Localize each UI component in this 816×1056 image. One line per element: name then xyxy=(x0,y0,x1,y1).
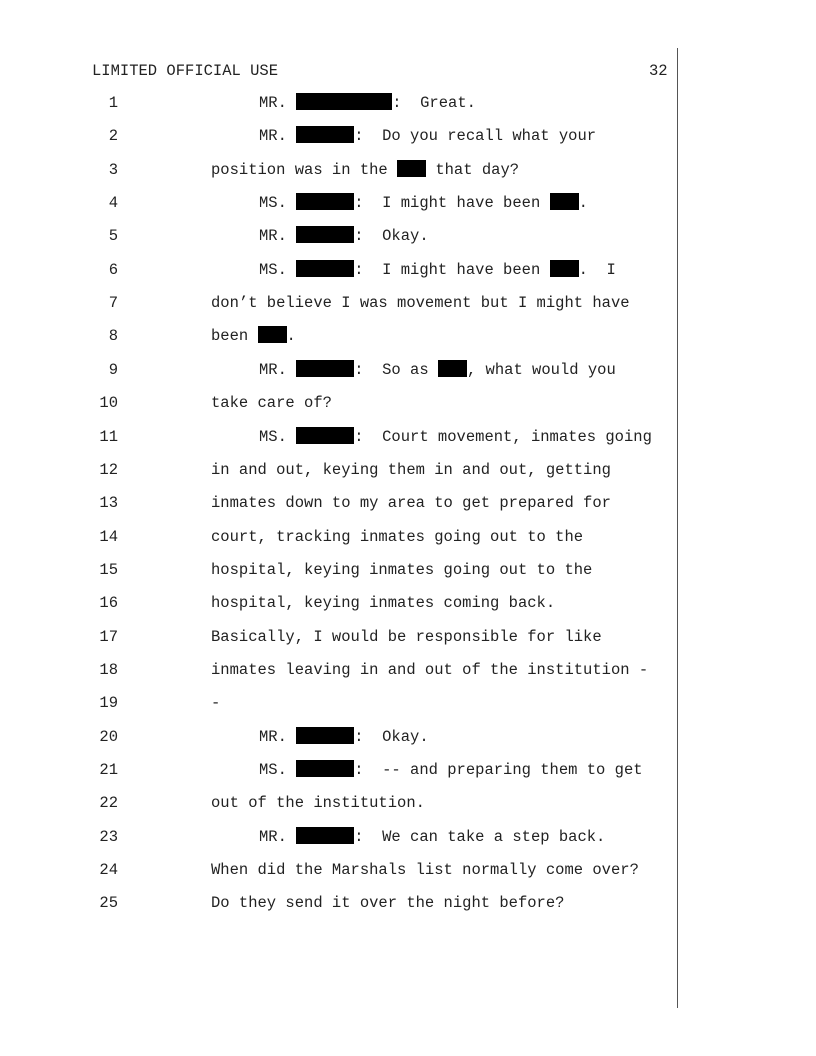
line-text xyxy=(211,693,220,713)
text-segment: : Okay. xyxy=(354,227,429,246)
transcript-line xyxy=(0,160,816,193)
text-segment: : Okay. xyxy=(354,727,429,746)
text-segment: : Court movement, inmates going xyxy=(354,427,652,446)
text-segment: MR. xyxy=(259,727,297,746)
transcript-line xyxy=(0,427,816,460)
line-text xyxy=(211,393,332,413)
transcript-line xyxy=(0,93,816,126)
transcript-line xyxy=(0,860,816,893)
line-number: 2 xyxy=(108,127,118,146)
redaction-box xyxy=(296,827,354,844)
line-text xyxy=(211,893,564,913)
text-segment: . I xyxy=(578,260,616,279)
redaction-box xyxy=(296,760,354,777)
line-text xyxy=(211,527,583,547)
text-segment: out of the institution. xyxy=(211,794,425,813)
text-segment: MR. xyxy=(259,94,297,112)
text-segment: MS. xyxy=(259,260,297,279)
text-segment: inmates down to my area to get prepared for xyxy=(211,494,611,513)
redaction-box xyxy=(397,160,426,177)
text-segment: When did the Marshals list normally come over? xyxy=(211,861,639,880)
text-segment: MR. xyxy=(259,827,297,846)
line-number: 1 xyxy=(108,94,118,112)
redaction-box xyxy=(550,193,579,210)
transcript-line xyxy=(0,893,816,926)
line-number: 4 xyxy=(108,194,118,213)
line-number: 13 xyxy=(99,494,118,513)
transcript-line xyxy=(0,827,816,860)
line-text xyxy=(259,260,616,280)
text-segment: MS. xyxy=(259,427,297,446)
text-segment: . xyxy=(578,194,588,213)
transcript-line xyxy=(0,126,816,159)
text-segment: that day? xyxy=(426,160,520,179)
text-segment: hospital, keying inmates going out to the xyxy=(211,560,593,579)
text-segment: - xyxy=(211,694,221,713)
line-number: 5 xyxy=(108,227,118,246)
redaction-box xyxy=(296,126,354,143)
line-number: 14 xyxy=(99,527,118,546)
text-segment: position was in the xyxy=(211,160,398,179)
line-text xyxy=(259,193,588,213)
line-text xyxy=(259,226,429,246)
transcript-line xyxy=(0,760,816,793)
line-text xyxy=(211,593,555,613)
transcript-line xyxy=(0,293,816,326)
line-text xyxy=(259,427,652,447)
text-segment: MR. xyxy=(259,360,297,379)
transcript-line xyxy=(0,360,816,393)
transcript-line xyxy=(0,326,816,359)
line-number: 10 xyxy=(99,394,118,413)
text-segment: : Do you recall what your xyxy=(354,127,597,146)
transcript-line xyxy=(0,793,816,826)
redaction-box xyxy=(296,260,354,277)
line-number: 12 xyxy=(99,460,118,479)
text-segment: in and out, keying them in and out, getting xyxy=(211,460,611,479)
text-segment: , what would you xyxy=(466,360,616,379)
line-number: 3 xyxy=(108,160,118,179)
line-text xyxy=(259,93,476,113)
transcript-line xyxy=(0,627,816,660)
line-text xyxy=(259,126,596,146)
redaction-box xyxy=(438,360,467,377)
line-number: 8 xyxy=(108,327,118,346)
line-number: 24 xyxy=(99,861,118,880)
transcript-line xyxy=(0,693,816,726)
line-number: 21 xyxy=(99,761,118,779)
redaction-box xyxy=(296,427,354,444)
line-text xyxy=(211,160,519,180)
text-segment: Do they send it over the night before? xyxy=(211,894,565,913)
line-text xyxy=(259,827,605,847)
text-segment: Basically, I would be responsible for like xyxy=(211,627,602,646)
text-segment: hospital, keying inmates coming back. xyxy=(211,594,556,613)
text-segment: MR. xyxy=(259,127,297,146)
text-segment: . xyxy=(286,327,296,346)
transcript-line xyxy=(0,393,816,426)
line-number: 20 xyxy=(99,727,118,746)
line-text xyxy=(211,627,602,647)
text-segment: MR. xyxy=(259,227,297,246)
transcript-line xyxy=(0,193,816,226)
redaction-box xyxy=(296,226,354,243)
line-number: 7 xyxy=(108,294,118,313)
line-number: 6 xyxy=(108,260,118,279)
text-segment: : I might have been xyxy=(354,194,550,213)
page-number: 32 xyxy=(649,62,668,80)
line-text xyxy=(211,660,648,680)
line-number: 11 xyxy=(99,427,118,446)
redaction-box xyxy=(258,326,287,343)
transcript-line xyxy=(0,493,816,526)
line-text xyxy=(211,493,611,513)
line-number: 22 xyxy=(99,794,118,813)
line-number: 25 xyxy=(99,894,118,913)
transcript-line xyxy=(0,727,816,760)
line-text xyxy=(211,860,639,880)
classification-header: LIMITED OFFICIAL USE xyxy=(92,62,279,80)
text-segment: MS. xyxy=(259,194,297,213)
text-segment: MS. xyxy=(259,761,297,779)
line-text xyxy=(211,793,425,813)
text-segment: been xyxy=(211,327,258,346)
line-text xyxy=(211,460,611,480)
transcript-line xyxy=(0,593,816,626)
line-text xyxy=(259,727,429,747)
redaction-box xyxy=(296,93,392,110)
text-segment: : I might have been xyxy=(354,260,550,279)
line-text xyxy=(211,293,630,313)
redaction-box xyxy=(296,360,354,377)
line-number: 16 xyxy=(99,594,118,613)
line-number: 23 xyxy=(99,827,118,846)
redaction-box xyxy=(296,727,354,744)
transcript-line xyxy=(0,460,816,493)
transcript-line xyxy=(0,260,816,293)
line-number: 17 xyxy=(99,627,118,646)
text-segment: : We can take a step back. xyxy=(354,827,606,846)
text-segment: : So as xyxy=(354,360,438,379)
transcript-line xyxy=(0,527,816,560)
redaction-box xyxy=(296,193,354,210)
transcript-line xyxy=(0,560,816,593)
line-text xyxy=(211,326,296,346)
text-segment: don’t believe I was movement but I might have xyxy=(211,294,630,313)
line-text xyxy=(259,360,616,380)
transcript-line xyxy=(0,660,816,693)
transcript-line xyxy=(0,226,816,259)
line-text xyxy=(211,560,592,580)
text-segment: : -- and preparing them to get xyxy=(354,761,643,779)
text-segment: take care of? xyxy=(211,394,332,413)
text-segment: : Great. xyxy=(392,94,476,112)
line-number: 19 xyxy=(99,694,118,713)
line-number: 9 xyxy=(108,360,118,379)
redaction-box xyxy=(550,260,579,277)
text-segment: inmates leaving in and out of the institution - xyxy=(211,660,649,679)
line-number: 15 xyxy=(99,560,118,579)
line-text xyxy=(259,760,643,780)
line-number: 18 xyxy=(99,660,118,679)
text-segment: court, tracking inmates going out to the xyxy=(211,527,584,546)
